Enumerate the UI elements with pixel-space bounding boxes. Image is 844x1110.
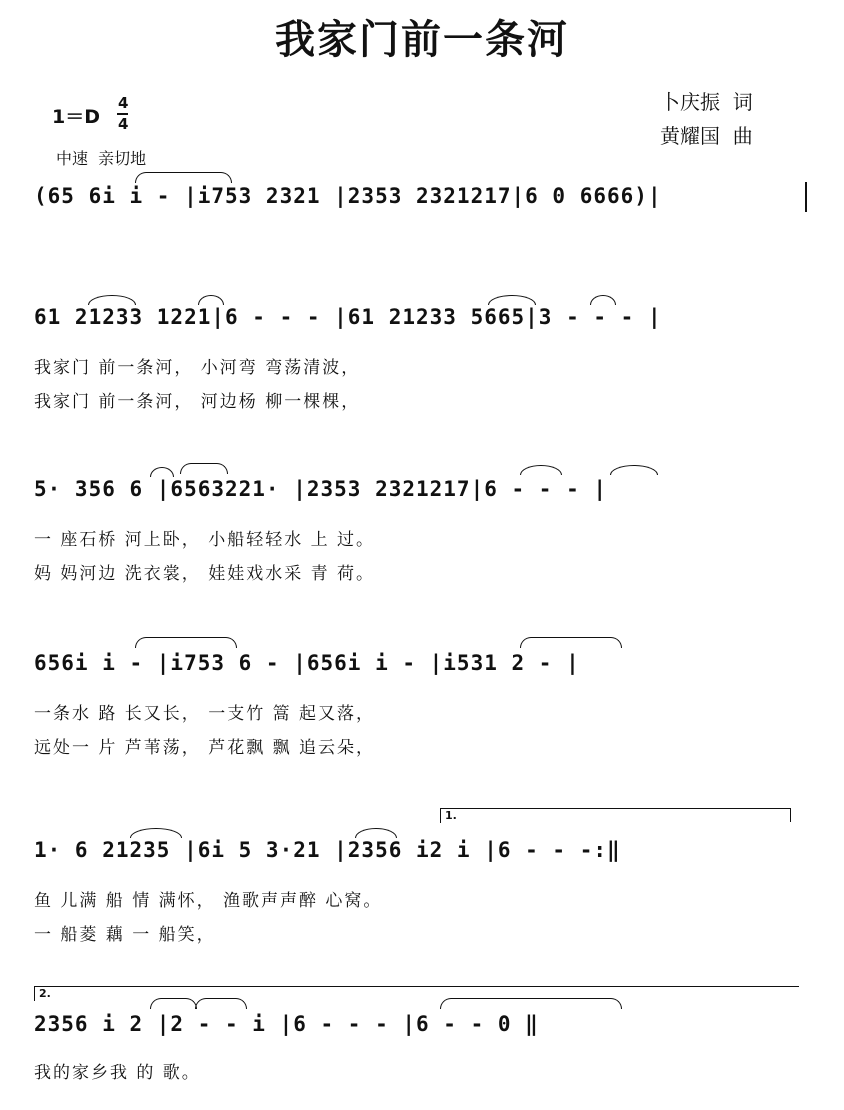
- lyrics-verse-2: 妈 妈河边 洗衣裳， 娃娃戏水采 青 荷。: [34, 564, 376, 584]
- composer-credit: 黄耀国 曲: [660, 124, 753, 148]
- first-ending-bracket: [440, 808, 791, 823]
- tempo-marking: 中速 亲切地: [56, 149, 147, 168]
- slur-mark: [198, 295, 224, 305]
- key-signature: 1＝D: [52, 106, 100, 128]
- slur-mark: [610, 465, 658, 475]
- volta-end-tick: [790, 808, 791, 822]
- tie-mark: [440, 998, 622, 1009]
- tie-mark: [135, 637, 237, 648]
- lyrics-verse-2: 远处一 片 芦苇荡， 芦花飘 飘 追云朵，: [34, 738, 376, 758]
- slur-mark: [355, 828, 397, 838]
- lyrics-verse-1: 鱼 儿满 船 情 满怀， 渔歌声声醉 心窝。: [34, 891, 383, 911]
- lyrics-verse-1: 我的家乡我 的 歌。: [34, 1063, 201, 1083]
- slur-mark: [130, 828, 182, 838]
- lyrics-verse-2: 一 船菱 藕 一 船笑，: [34, 925, 216, 945]
- lyrics-verse-2: 我家门 前一条河， 河边杨 柳一棵棵，: [34, 392, 361, 412]
- first-ending-label: 1.: [445, 809, 457, 822]
- song-title: 我家门前一条河: [275, 16, 569, 63]
- barline: [805, 182, 807, 212]
- notation-line: 5· 356 6 |6563221· |2353 2321217|6 - - - |: [34, 477, 608, 501]
- lyrics-verse-1: 一 座石桥 河上卧， 小船轻轻水 上 过。: [34, 530, 376, 550]
- second-ending-bracket: [34, 986, 799, 1001]
- slur-mark: [590, 295, 616, 305]
- tie-mark: [150, 998, 197, 1009]
- notation-line: 61 21233 1221|6 - - - |61 21233 5665|3 - - - |: [34, 305, 662, 329]
- slur-mark: [488, 295, 536, 305]
- time-signature-top: 4: [118, 94, 129, 112]
- slur-mark: [150, 467, 174, 477]
- second-ending-label: 2.: [39, 987, 51, 1000]
- time-signature-bottom: 4: [118, 115, 129, 133]
- notation-line: 656i i - |i753 6 - |656i i - |i531 2 - |: [34, 651, 580, 675]
- tie-mark: [520, 637, 622, 648]
- lyrics-verse-1: 我家门 前一条河， 小河弯 弯荡清波，: [34, 358, 361, 378]
- tie-mark: [180, 463, 228, 474]
- tie-mark: [195, 998, 247, 1009]
- notation-line: 2356 i 2 |2 - - i |6 - - - |6 - - 0 ‖: [34, 1012, 539, 1036]
- slur-mark: [520, 465, 562, 475]
- lyricist-credit: 卜庆振 词: [660, 90, 753, 114]
- notation-line: (65 6i i - |i753 2321 |2353 2321217|6 0 6666)|: [34, 184, 662, 208]
- notation-line: 1· 6 21235 |6i 5 3·21 |2356 i2 i |6 - - -:‖: [34, 838, 621, 862]
- tie-mark: [135, 172, 232, 183]
- lyrics-verse-1: 一条水 路 长又长， 一支竹 篙 起又落，: [34, 704, 376, 724]
- slur-mark: [88, 295, 136, 305]
